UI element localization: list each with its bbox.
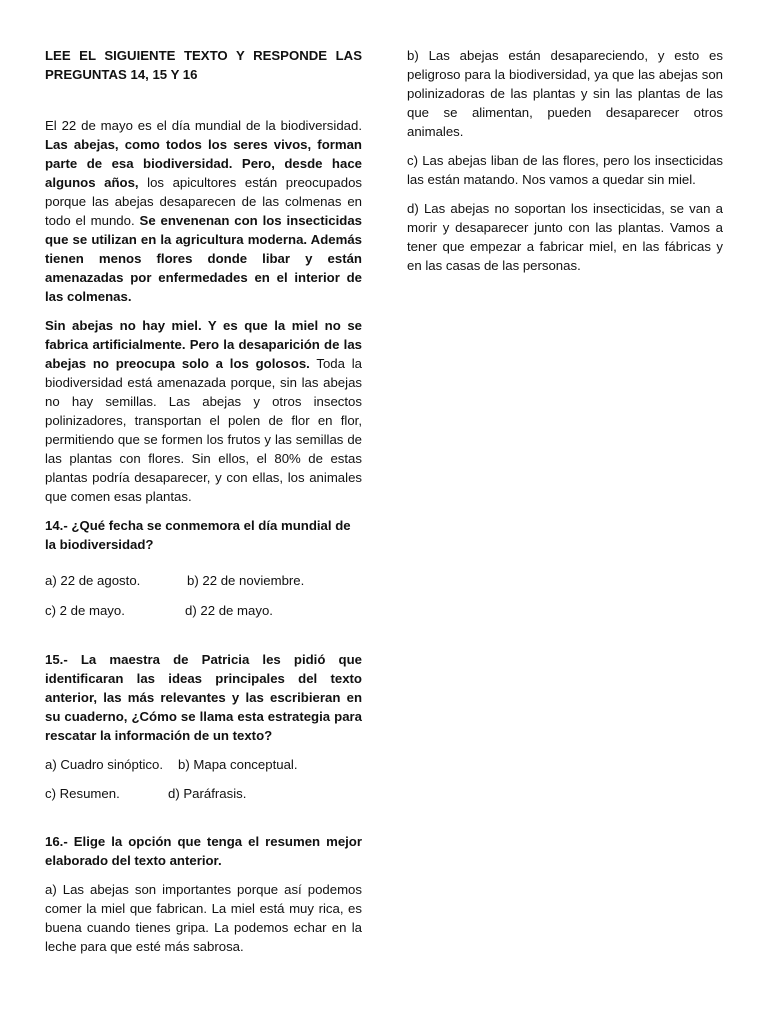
question-15-option-c[interactable]: c) Resumen. [45,786,120,801]
reading-p2-sentence-2: Toda la biodiversidad está amenazada porque, sin las abejas no hay semillas. Las abejas y otros insectos polinizadores, transportan el polen de flor en flor, permitiendo que se formen los frutos y las semillas de las plantas con flores. Sin ellos, el 80% de estas plantas podría desaparecer, y con ellas, los animales que comen esas plantas. [45,356,362,504]
question-14-options-row-2 [45,601,362,620]
question-14-option-b[interactable]: b) 22 de noviembre. [187,573,305,588]
question-15-option-d[interactable]: d) Paráfrasis. [168,786,247,801]
question-16-option-a[interactable]: a) Las abejas son importantes porque así podemos comer la miel que fabrican. La miel está muy rica, es buena cuando tienes gripa. La podemos echar en la leche para que esté más sabrosa. [45,882,362,954]
question-16-option-b[interactable]: b) Las abejas están desapareciendo, y esto es peligroso para la biodiversidad, ya que las abejas son polinizadoras de las plantas y sin las plantas de las que se alimentan, pueden desaparecer otros animales. [407,48,723,139]
question-14: 14.- ¿Qué fecha se conmemora el día mundial de la biodiversidad? [45,518,351,552]
reading-p1-sentence-3: los apicultores están preocupados porque las abejas desaparecen de las colmenas en todo el mundo. [45,175,363,228]
left-column [45,46,362,956]
reading-p1-sentence-2: Las abejas, como todos los seres vivos, forman parte de esa biodiversidad. Pero, desde hace algunos años, [45,137,362,190]
reading-paragraph-1 [45,116,362,306]
question-14-options-row-1 [45,571,362,590]
instructions-heading: LEE EL SIGUIENTE TEXTO Y RESPONDE LAS PREGUNTAS 14, 15 Y 16 [45,48,362,82]
question-15-options-row-1 [45,755,362,774]
question-16-option-d[interactable]: d) Las abejas no soportan los insecticidas, se van a morir y desaparecer junto con las plantas. Vamos a tener que empezar a fabricar miel, en las fábricas y en las casas de las personas. [407,201,723,273]
reading-p2-sentence-1: Sin abejas no hay miel. Y es que la miel no se fabrica artificialmente. Pero la desaparición de las abejas no preocupa solo a los golosos. [45,318,362,371]
question-15: 15.- La maestra de Patricia les pidió que identificaran las ideas principales del texto anterior, las más relevantes y las escribieran en su cuaderno, ¿Cómo se llama esta estrategia para rescatar la información de un texto? [45,652,362,743]
reading-p1-sentence-4: Se envenenan con los insecticidas que se utilizan en la agricultura moderna. Además tienen menos flores donde libar y están amenazadas por enfermedades en el interior de las colmenas. [45,213,363,304]
question-16-option-c[interactable]: c) Las abejas liban de las flores, pero los insecticidas las están matando. Nos vamos a quedar sin miel. [407,153,723,187]
question-15-option-b[interactable]: b) Mapa conceptual. [178,757,298,772]
question-14-option-a[interactable]: a) 22 de agosto. [45,573,141,588]
question-14-option-d[interactable]: d) 22 de mayo. [185,603,273,618]
question-15-options-row-2 [45,784,362,803]
reading-paragraph-2 [45,316,362,506]
question-16: 16.- Elige la opción que tenga el resumen mejor elaborado del texto anterior. [45,834,362,868]
reading-p1-sentence-1: El 22 de mayo es el día mundial de la biodiversidad. [45,118,362,133]
question-15-option-a[interactable]: a) Cuadro sinóptico. [45,757,164,772]
question-14-option-c[interactable]: c) 2 de mayo. [45,603,125,618]
right-column [407,46,723,275]
